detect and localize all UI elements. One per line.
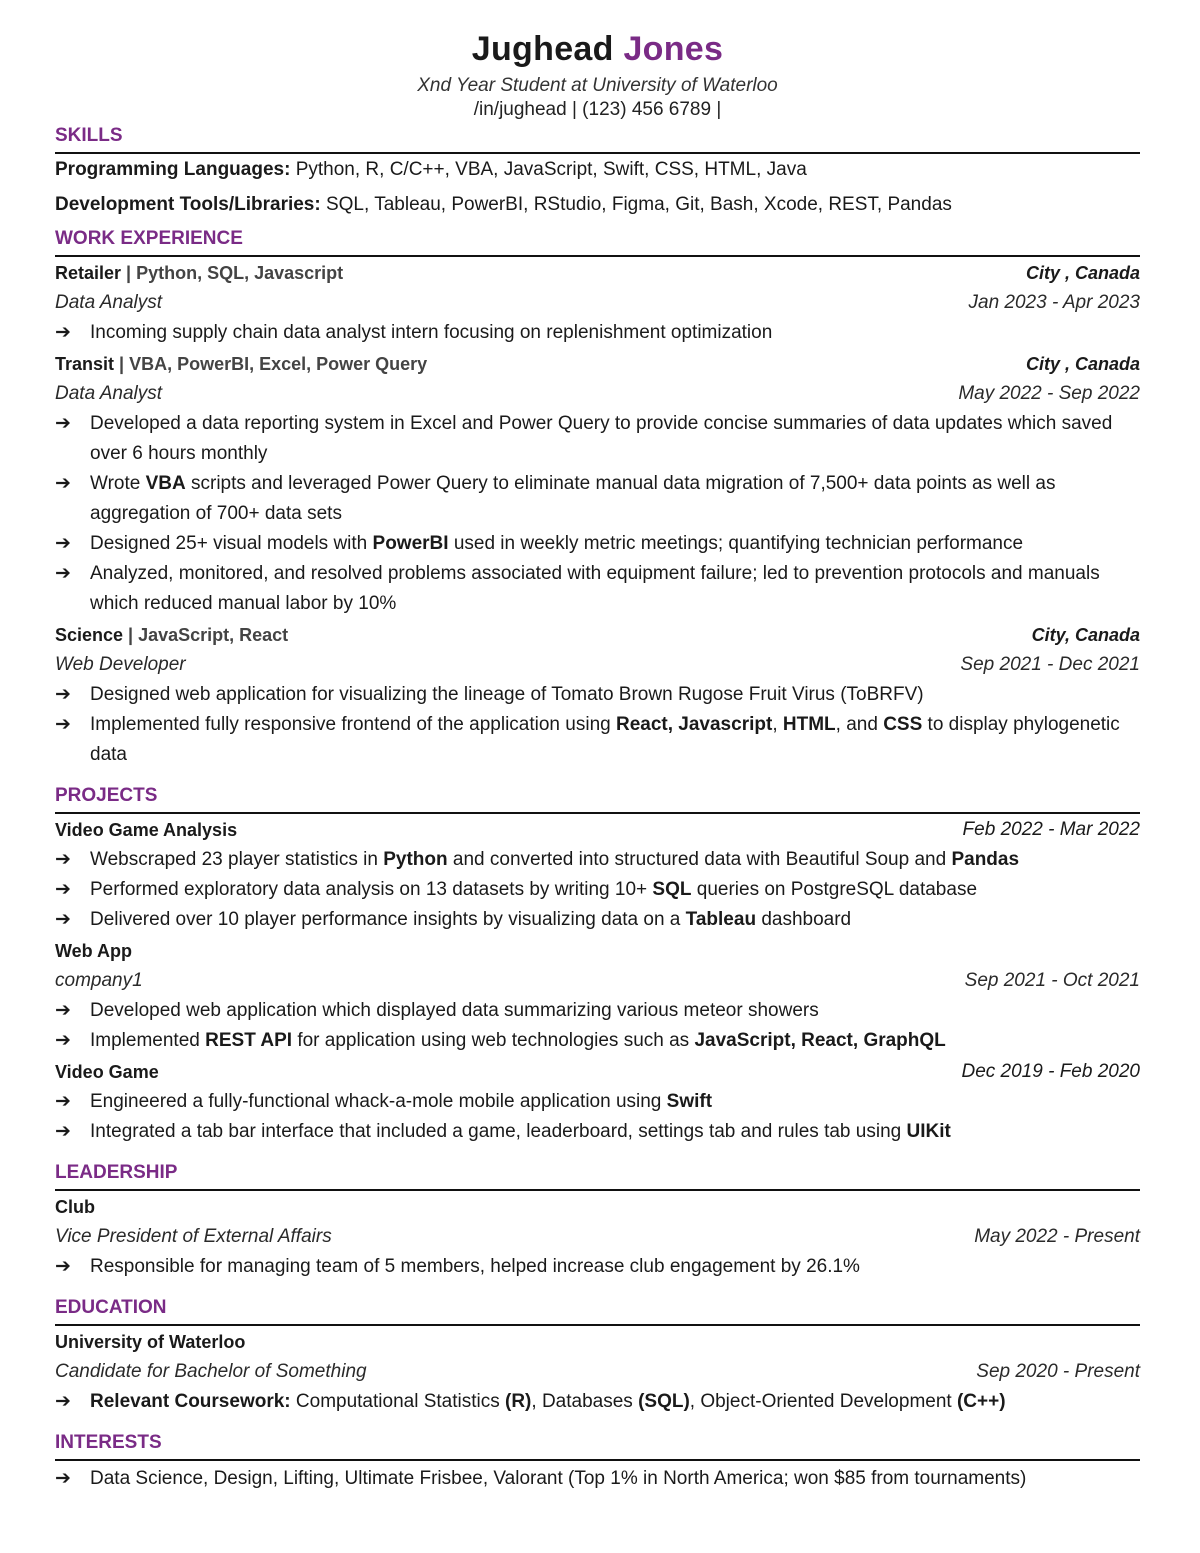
role: Data Analyst [55, 292, 163, 313]
entry-header [55, 939, 1140, 963]
bullet-text: Developed a data reporting system in Excel and Power Query to provide concise summaries of data updates which saved over 6 hours monthly [90, 413, 1113, 464]
bullet-item [55, 469, 1140, 529]
skill-label: Development Tools/Libraries: [55, 194, 321, 215]
projects-section [55, 784, 1140, 1147]
bullet-text: Engineered a fully-functional whack-a-mole mobile application using [90, 1091, 667, 1112]
candidate-subtitle: Xnd Year Student at University of Waterloo [417, 75, 778, 96]
bullet-text: Analyzed, monitored, and resolved problems associated with equipment failure; led to prevention protocols and manuals which reduced manual labor by 10% [90, 563, 1100, 614]
education-heading: EDUCATION [55, 1296, 1140, 1326]
education-entry [55, 1330, 1140, 1417]
dates: Feb 2022 - Mar 2022 [962, 819, 1140, 840]
dates: May 2022 - Sep 2022 [958, 383, 1140, 404]
project-name: Web App [55, 941, 132, 961]
arrow-bullet-icon: ➔ [55, 909, 71, 930]
bullet-emphasis: UIKit [906, 1121, 951, 1142]
bullet-item [55, 875, 1140, 905]
candidate-name [55, 28, 1140, 70]
arrow-bullet-icon: ➔ [55, 684, 71, 705]
skill-label: Programming Languages: [55, 159, 291, 180]
bullet-text: Computational Statistics [290, 1391, 505, 1412]
tech-stack: | Python, SQL, Javascript [121, 263, 344, 283]
bullet-item [55, 1387, 1140, 1417]
arrow-bullet-icon: ➔ [55, 1000, 71, 1021]
bullet-emphasis: PowerBI [372, 533, 449, 554]
organization: Science [55, 625, 129, 645]
bullet-text: Webscraped 23 player statistics in [90, 849, 384, 870]
bullet-text: dashboard [756, 909, 852, 930]
bullet-list [55, 680, 1140, 770]
bullet-item [55, 710, 1140, 770]
bullet-item [55, 996, 1140, 1026]
entry-subheader [55, 969, 1140, 993]
role: company1 [55, 970, 143, 991]
work-section [55, 227, 1140, 770]
arrow-bullet-icon: ➔ [55, 1468, 71, 1489]
bullet-text: Incoming supply chain data analyst intern focusing on replenishment optimization [90, 322, 773, 343]
bullet-text: used in weekly metric meetings; quantifying technician performance [448, 533, 1024, 554]
bullet-list [55, 1252, 1140, 1282]
entry-subheader [55, 382, 1140, 406]
entry-header [55, 1060, 1140, 1084]
skills-heading: SKILLS [55, 124, 1140, 154]
bullet-text: Integrated a tab bar interface that included a game, leaderboard, settings tab and rules tab using [90, 1121, 907, 1142]
bullet-text: , Object-Oriented Development [689, 1391, 957, 1412]
dates: May 2022 - Present [974, 1226, 1140, 1247]
entry-subheader [55, 1225, 1140, 1249]
arrow-bullet-icon: ➔ [55, 849, 71, 870]
leadership-entry-club [55, 1195, 1140, 1282]
bullet-list [55, 318, 1140, 348]
entry-header [55, 352, 1140, 376]
bullet-text: , [772, 714, 783, 735]
entry-header [55, 1330, 1140, 1354]
bullet-item [55, 1117, 1140, 1147]
bullet-text: for application using web technologies such as [292, 1030, 695, 1051]
entry-header [55, 1195, 1140, 1219]
bullet-text: Designed web application for visualizing the lineage of Tomato Brown Rugose Fruit Virus (ToBRFV) [90, 684, 924, 705]
contact-line: /in/jughead | (123) 456 6789 | [473, 99, 722, 120]
entry-header [55, 261, 1140, 285]
project-name: Video Game [55, 1062, 159, 1082]
role: Web Developer [55, 654, 186, 675]
education-section [55, 1296, 1140, 1417]
institution: University of Waterloo [55, 1332, 246, 1352]
organization: Club [55, 1197, 95, 1217]
arrow-bullet-icon: ➔ [55, 473, 71, 494]
tech-stack: | JavaScript, React [128, 625, 289, 645]
arrow-bullet-icon: ➔ [55, 1091, 71, 1112]
bullet-text: Data Science, Design, Lifting, Ultimate Frisbee, Valorant (Top 1% in North America; won $85 from tournaments) [90, 1468, 1027, 1489]
bullet-text: Responsible for managing team of 5 members, helped increase club engagement by 26.1% [90, 1256, 860, 1277]
bullet-item [55, 529, 1140, 559]
work-entry-retailer [55, 261, 1140, 348]
bullet-emphasis: (C++) [956, 1391, 1006, 1412]
bullet-emphasis: VBA [145, 473, 186, 494]
bullet-list [55, 996, 1140, 1056]
skills-section [55, 124, 1140, 217]
interests-heading: INTERESTS [55, 1431, 1140, 1461]
leadership-section [55, 1161, 1140, 1282]
arrow-bullet-icon: ➔ [55, 879, 71, 900]
bullet-item [55, 559, 1140, 619]
arrow-bullet-icon: ➔ [55, 563, 71, 584]
arrow-bullet-icon: ➔ [55, 1391, 71, 1412]
projects-heading: PROJECTS [55, 784, 1140, 814]
role: Data Analyst [55, 383, 163, 404]
bullet-text: Implemented fully responsive frontend of the application using [90, 714, 616, 735]
bullet-text: Delivered over 10 player performance insights by visualizing data on a [90, 909, 686, 930]
bullet-text: , and [835, 714, 884, 735]
bullet-emphasis: CSS [883, 714, 923, 735]
resume-page [55, 28, 1140, 1494]
bullet-item [55, 905, 1140, 935]
bullet-emphasis: REST API [205, 1030, 293, 1051]
bullet-item [55, 318, 1140, 348]
arrow-bullet-icon: ➔ [55, 714, 71, 735]
entry-subheader [55, 653, 1140, 677]
bullet-item [55, 845, 1140, 875]
dates: Sep 2021 - Dec 2021 [960, 654, 1140, 675]
bullet-text: , Databases [531, 1391, 639, 1412]
arrow-bullet-icon: ➔ [55, 413, 71, 434]
bullet-emphasis: Swift [666, 1091, 713, 1112]
entry-header [55, 818, 1140, 842]
bullet-emphasis: Tableau [685, 909, 757, 930]
arrow-bullet-icon: ➔ [55, 1256, 71, 1277]
entry-header [55, 623, 1140, 647]
bullet-text: to display phylogenetic data [90, 714, 1120, 765]
tech-stack: | VBA, PowerBI, Excel, Power Query [114, 354, 428, 374]
location: City , Canada [1025, 263, 1140, 283]
bullet-item [55, 1087, 1140, 1117]
bullet-text: Implemented [90, 1030, 206, 1051]
organization: Transit [55, 354, 115, 374]
bullet-emphasis: SQL [652, 879, 692, 900]
entry-subheader [55, 291, 1140, 315]
skill-line-tools [55, 193, 1140, 217]
work-entry-transit [55, 352, 1140, 619]
entry-subheader [55, 1360, 1140, 1384]
project-entry-video-game [55, 1060, 1140, 1147]
dates: Sep 2021 - Oct 2021 [964, 970, 1140, 991]
project-entry-video-game-analysis [55, 818, 1140, 935]
dates: Dec 2019 - Feb 2020 [961, 1061, 1140, 1082]
bullet-text: Wrote [90, 473, 146, 494]
bullet-item [55, 680, 1140, 710]
bullet-text: Developed web application which displayed data summarizing various meteor showers [90, 1000, 819, 1021]
bullet-emphasis: Python [383, 849, 448, 870]
last-name: Jones [623, 30, 724, 68]
bullet-emphasis: (SQL) [638, 1391, 690, 1412]
first-name: Jughead [471, 30, 614, 68]
bullet-text: Designed 25+ visual models with [90, 533, 373, 554]
bullet-list [55, 845, 1140, 935]
bullet-item [55, 1252, 1140, 1282]
skill-line-programming [55, 158, 1140, 182]
arrow-bullet-icon: ➔ [55, 322, 71, 343]
bullet-list [55, 1087, 1140, 1147]
bullet-text: queries on PostgreSQL database [691, 879, 978, 900]
bullet-list [55, 1387, 1140, 1417]
role: Vice President of External Affairs [55, 1226, 332, 1247]
bullet-text: Performed exploratory data analysis on 13 datasets by writing 10+ [90, 879, 653, 900]
dates: Sep 2020 - Present [976, 1361, 1140, 1382]
organization: Retailer [55, 263, 122, 283]
bullet-list [55, 1464, 1140, 1494]
bullet-emphasis: Pandas [951, 849, 1020, 870]
work-heading: WORK EXPERIENCE [55, 227, 1140, 257]
bullet-emphasis: Relevant Coursework: [90, 1391, 291, 1412]
interests-section [55, 1431, 1140, 1494]
bullet-emphasis: React, Javascript [615, 714, 773, 735]
bullet-list [55, 409, 1140, 619]
bullet-text: scripts and leveraged Power Query to eliminate manual data migration of 7,500+ data points as well as aggregation of 700+ data sets [90, 473, 1056, 524]
degree: Candidate for Bachelor of Something [55, 1361, 367, 1382]
skill-value: SQL, Tableau, PowerBI, RStudio, Figma, Git, Bash, Xcode, REST, Pandas [320, 194, 952, 215]
work-entry-science [55, 623, 1140, 770]
dates: Jan 2023 - Apr 2023 [968, 292, 1140, 313]
arrow-bullet-icon: ➔ [55, 533, 71, 554]
project-entry-web-app [55, 939, 1140, 1056]
arrow-bullet-icon: ➔ [55, 1121, 71, 1142]
bullet-item [55, 1026, 1140, 1056]
leadership-heading: LEADERSHIP [55, 1161, 1140, 1191]
project-name: Video Game Analysis [55, 820, 238, 840]
location: City , Canada [1025, 354, 1140, 374]
bullet-emphasis: (R) [505, 1391, 532, 1412]
skill-value: Python, R, C/C++, VBA, JavaScript, Swift, CSS, HTML, Java [290, 159, 807, 180]
bullet-item [55, 409, 1140, 469]
arrow-bullet-icon: ➔ [55, 1030, 71, 1051]
bullet-emphasis: HTML [782, 714, 836, 735]
location: City, Canada [1031, 625, 1140, 645]
bullet-item [55, 1464, 1140, 1494]
bullet-text: and converted into structured data with Beautiful Soup and [447, 849, 952, 870]
bullet-emphasis: JavaScript, React, GraphQL [694, 1030, 946, 1051]
